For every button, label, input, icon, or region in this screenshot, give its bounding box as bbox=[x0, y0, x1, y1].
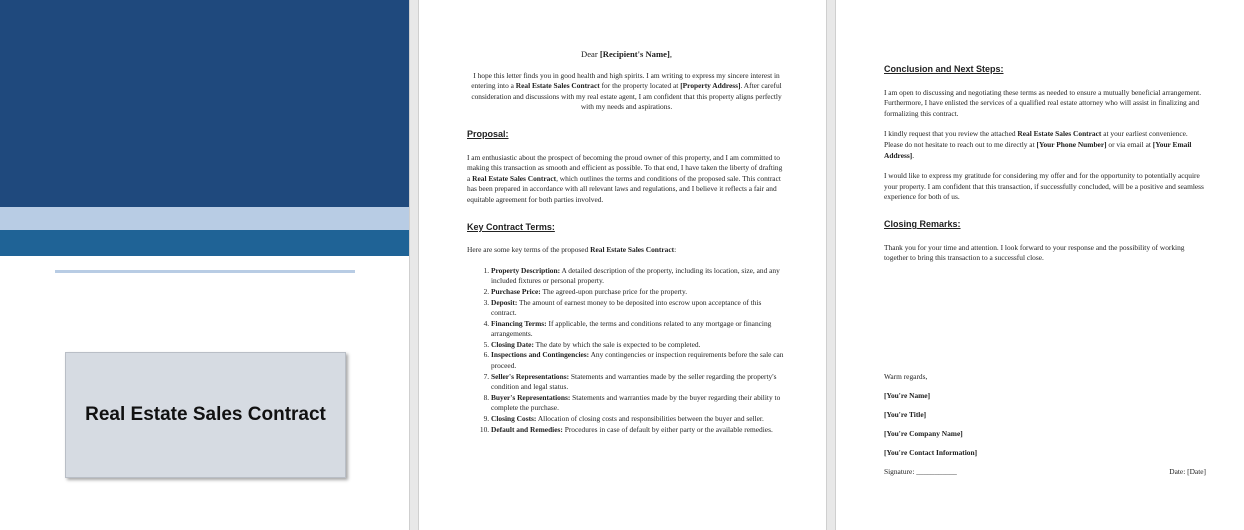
date-label: Date: [Date] bbox=[1169, 467, 1206, 476]
list-item: 3. Deposit: The amount of earnest money to be deposited into escrow upon acceptance of this contract. bbox=[491, 298, 786, 319]
cover-page bbox=[0, 0, 410, 530]
conclusion-paragraph-1: I am open to discussing and negotiating these terms as needed to ensure a mutually beneficial arrangement. Furthermore, I have enlisted the services of a qualified real estate attorney who will assist in finalizing and formalizing this contract. bbox=[884, 87, 1202, 118]
conclusion-paragraph-3: I would like to express my gratitude for considering my offer and for the opportunity to potentially acquire your property. I am confident that this transaction, if successfully concluded, will be a positive and seamless experience for both of us. bbox=[884, 171, 1204, 202]
conclusion-paragraph-2: I kindly request that you review the attached Real Estate Sales Contract at your earliest convenience. Please do not hesitate to reach out to me directly at [Your Phone Number] or via email at [Your Email Address]. bbox=[884, 129, 1192, 160]
signature-block bbox=[884, 372, 1206, 477]
greeting: Dear [Recipient's Name], bbox=[581, 49, 672, 59]
recipient-placeholder: [Recipient's Name] bbox=[599, 49, 670, 59]
terms-intro: Here are some key terms of the proposed Real Estate Sales Contract: bbox=[467, 245, 677, 255]
list-item: 5. Closing Date: The date by which the sale is expected to be completed. bbox=[491, 340, 786, 351]
list-item: 7. Seller's Representations: Statements and warranties made by the seller regarding the property's condition and legal status. bbox=[491, 372, 786, 393]
sig-name: [You're Name] bbox=[884, 391, 931, 400]
list-item: 1. Property Description: A detailed description of the property, including its location, size, and any included fixtures or personal property. bbox=[491, 266, 786, 287]
list-item: 2. Purchase Price: The agreed-upon purchase price for the property. bbox=[491, 287, 786, 298]
closing-heading: Closing Remarks: bbox=[884, 218, 961, 229]
cover-title-box bbox=[65, 352, 346, 478]
signoff: Warm regards, bbox=[884, 372, 928, 381]
list-item: 4. Financing Terms: If applicable, the terms and conditions related to any mortgage or financing arrangements. bbox=[491, 319, 786, 340]
list-item: 10. Default and Remedies: Procedures in case of default by either party or the available remedies. bbox=[491, 425, 786, 436]
intro-paragraph: I hope this letter finds you in good health and high spirits. I am writing to express my sincere interest in entering into a Real Estate Sales Contract for the property located at [Property Address]. After careful consideration and discussions with my real estate agent, I am confident that this property aligns perfectly with my needs and aspirations. bbox=[471, 70, 782, 112]
cover-title: Real Estate Sales Contract bbox=[85, 404, 326, 425]
cover-band-light bbox=[0, 207, 409, 230]
terms-list bbox=[467, 266, 786, 436]
closing-paragraph: Thank you for your time and attention. I look forward to your response and the possibility of working together to bring this transaction to a successful close. bbox=[884, 242, 1185, 263]
sig-title: [You're Title] bbox=[884, 410, 927, 419]
signature-row bbox=[884, 467, 1206, 477]
sig-contact: [You're Contact Information] bbox=[884, 448, 978, 457]
cover-rule bbox=[55, 270, 355, 273]
cover-band-mid bbox=[0, 230, 409, 256]
conclusion-heading: Conclusion and Next Steps: bbox=[884, 64, 1004, 74]
letter-page-2 bbox=[835, 0, 1244, 530]
list-item: 8. Buyer's Representations: Statements and warranties made by the buyer regarding their ability to complete the purchase. bbox=[491, 393, 786, 414]
list-item: 9. Closing Costs: Allocation of closing costs and responsibilities between the buyer and seller. bbox=[491, 414, 786, 425]
cover-band-dark bbox=[0, 0, 409, 207]
list-item: 6. Inspections and Contingencies: Any contingencies or inspection requirements before the sale can proceed. bbox=[491, 350, 786, 371]
proposal-heading: Proposal: bbox=[467, 128, 509, 139]
terms-heading: Key Contract Terms: bbox=[467, 221, 555, 232]
signature-label: Signature: ___________ bbox=[884, 467, 957, 476]
proposal-paragraph: I am enthusiastic about the prospect of becoming the proud owner of this property, and I am committed to making this transaction as smooth and efficient as possible. To that end, I have taken the liberty of drafting a Real Estate Sales Contract, which outlines the terms and conditions of the proposed sale. This contract has been prepared in accordance with all relevant laws and regulations, and I believe it reflects a fair and equitable agreement for both parties involved. bbox=[467, 152, 783, 204]
letter-page-1 bbox=[418, 0, 827, 530]
sig-company: [You're Company Name] bbox=[884, 429, 963, 438]
